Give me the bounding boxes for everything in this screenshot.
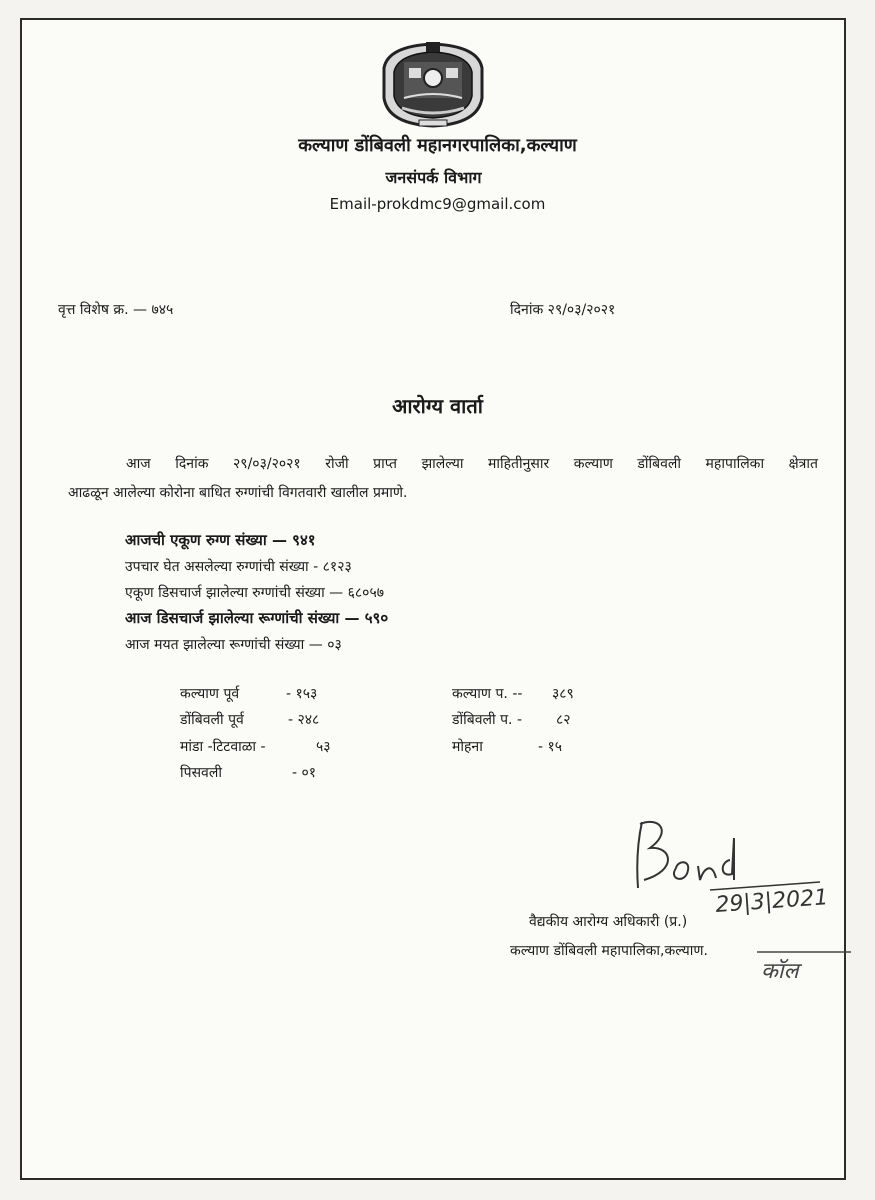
intro-line-2: आढळून आलेल्या कोरोना बाधित रुग्णांची विगतवारी खालील प्रमाणे.: [68, 485, 408, 501]
news-reference-number: वृत्त विशेष क्र. — ७४५: [58, 302, 174, 318]
stat-total-today: आजची एकूण रुग्ण संख्या — ९४१: [125, 531, 316, 549]
stat-under-treatment: उपचार घेत असलेल्या रुग्णांची संख्या - ८१२३: [125, 559, 352, 575]
document-date: दिनांक २९/०३/२०२१: [510, 302, 616, 318]
ward-name: मांडा -टिटवाळा -: [180, 739, 266, 755]
stat-total-discharged: एकूण डिसचार्ज झालेल्या रुग्णांची संख्या — ६८०५७: [125, 585, 385, 601]
ward-name: कल्याण प. --: [452, 686, 523, 702]
ward-count: - २४८: [288, 712, 320, 728]
ward-count: ८२: [556, 712, 571, 728]
organization-name: कल्याण डोंबिवली महानगरपालिका,कल्याण: [298, 135, 577, 156]
ward-count: - १५: [538, 739, 563, 755]
ward-name: डोंबिवली प. -: [452, 712, 522, 728]
kdmc-emblem-icon: [374, 38, 492, 130]
ward-count: - १५३: [286, 686, 318, 702]
signatory-office: कल्याण डोंबिवली महापालिका,कल्याण.: [510, 943, 708, 959]
svg-text:कॉल: कॉल: [761, 959, 799, 984]
ward-count: ५३: [316, 739, 331, 755]
intro-line-1: आज दिनांक २९/०३/२०२१ रोजी प्राप्त झालेल्या माहितीनुसार कल्याण डोंबिवली महापालिका क्षेत्रात: [126, 456, 818, 472]
ward-name: मोहना: [452, 739, 483, 755]
stat-deaths-today: आज मयत झालेल्या रूग्णांची संख्या — ०३: [125, 637, 342, 653]
ward-count: ३८९: [552, 686, 574, 702]
ward-count: - ०१: [292, 765, 317, 781]
signatory-designation: वैद्यकीय आरोग्य अधिकारी (प्र.): [529, 914, 688, 930]
ward-name: कल्याण पूर्व: [180, 686, 240, 702]
ward-name: डोंबिवली पूर्व: [180, 712, 244, 728]
ward-name: पिसवली: [180, 765, 222, 781]
handwritten-note-icon: [755, 940, 855, 990]
svg-text:29|3|2021: 29|3|2021: [714, 885, 829, 918]
intro-paragraph: [68, 450, 818, 508]
document-title: आरोग्य वार्ता: [392, 394, 483, 418]
stat-discharged-today: आज डिसचार्ज झालेल्या रूग्णांची संख्या — ५९०: [125, 609, 389, 627]
email-address: Email-prokdmc9@gmail.com: [329, 195, 546, 213]
department-name: जनसंपर्क विभाग: [385, 168, 482, 187]
handwritten-signature-icon: [620, 810, 835, 920]
